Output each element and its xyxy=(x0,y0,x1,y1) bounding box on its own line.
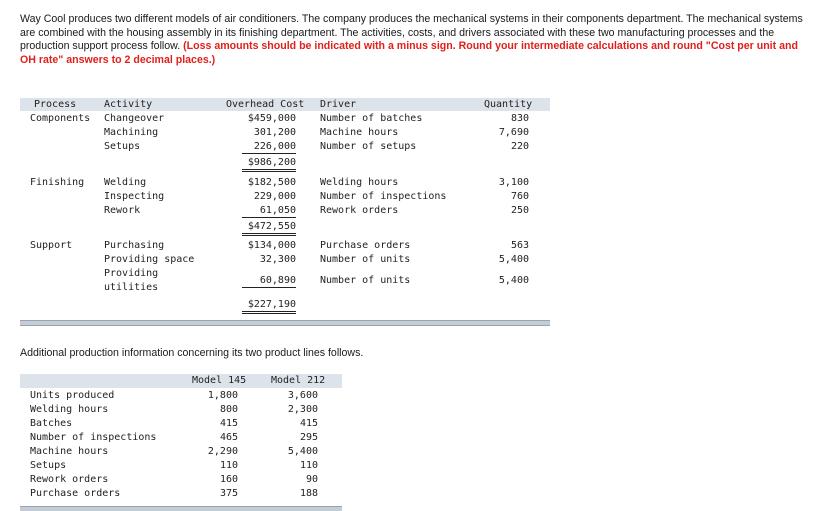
production-row-model-212: 110 xyxy=(299,460,318,471)
production-row-model-145: 800 xyxy=(219,404,238,415)
total-components: $986,200 xyxy=(242,156,296,172)
production-row-model-145: 1,800 xyxy=(207,390,238,401)
header-process: Process xyxy=(34,99,77,110)
cost-rework: 61,050 xyxy=(242,204,296,218)
activity-purchasing: Purchasing xyxy=(104,240,165,251)
activity-providing-utilities-line1: Providing xyxy=(104,268,159,279)
production-row-label: Purchase orders xyxy=(30,488,121,499)
qty-machining: 7,690 xyxy=(498,127,529,138)
production-row-model-145: 160 xyxy=(219,474,238,485)
header-model-212: Model 212 xyxy=(271,375,326,386)
header-quantity: Quantity xyxy=(484,99,533,110)
qty-providing-utilities: 5,400 xyxy=(498,275,529,286)
process-support: Support xyxy=(30,240,73,251)
production-row-model-145: 2,290 xyxy=(207,446,238,457)
qty-inspecting: 760 xyxy=(510,191,529,202)
driver-providing-utilities: Number of units xyxy=(320,275,411,286)
production-row-model-212: 415 xyxy=(299,418,318,429)
activity-cost-table xyxy=(20,97,550,325)
activity-setups: Setups xyxy=(104,141,141,152)
driver-providing-space: Number of units xyxy=(320,254,411,265)
production-row-label: Rework orders xyxy=(30,474,109,485)
process-components: Components xyxy=(30,113,91,124)
total-support: $227,190 xyxy=(242,298,296,314)
production-row-model-212: 188 xyxy=(299,488,318,499)
cost-providing-utilities: 60,890 xyxy=(242,274,296,288)
table-bottom-bar xyxy=(20,320,550,326)
production-row-label: Setups xyxy=(30,460,67,471)
production-row-model-212: 3,600 xyxy=(287,390,318,401)
header-model-145: Model 145 xyxy=(192,375,247,386)
activity-changeover: Changeover xyxy=(104,113,165,124)
cost-welding: $182,500 xyxy=(247,177,296,188)
production-row-model-212: 2,300 xyxy=(287,404,318,415)
production-row-model-212: 295 xyxy=(299,432,318,443)
activity-providing-space: Providing space xyxy=(104,254,195,265)
production-row-model-145: 375 xyxy=(219,488,238,499)
activity-providing-utilities-line2: utilities xyxy=(104,282,159,293)
production-row-model-212: 90 xyxy=(305,474,318,485)
problem-statement xyxy=(20,13,810,67)
driver-changeover: Number of batches xyxy=(320,113,423,124)
qty-changeover: 830 xyxy=(510,113,529,124)
cost-providing-space: 32,300 xyxy=(259,254,296,265)
cost-purchasing: $134,000 xyxy=(247,240,296,251)
production-row-model-145: 110 xyxy=(219,460,238,471)
driver-welding: Welding hours xyxy=(320,177,399,188)
cost-inspecting: 229,000 xyxy=(253,191,296,202)
production-row-label: Welding hours xyxy=(30,404,109,415)
header-driver: Driver xyxy=(320,99,357,110)
instruction-text: (Loss amounts should be indicated with a minus sign. Round your intermediate calculations and round "Cost per unit and OH rate" answers to 2 decimal places.) xyxy=(20,40,798,66)
activity-inspecting: Inspecting xyxy=(104,191,165,202)
qty-welding: 3,100 xyxy=(498,177,529,188)
driver-rework: Rework orders xyxy=(320,205,399,216)
qty-purchasing: 563 xyxy=(510,240,529,251)
intro-text: Way Cool produces two different models of air conditioners. The company produces the mechanical systems in their components department. The mechanical systems are combined with the housing assembly in its finishing department. The activities, costs, and drivers associated with these two manufacturing processes and the production support process follow. xyxy=(20,13,803,53)
production-row-model-212: 5,400 xyxy=(287,446,318,457)
cost-machining: 301,200 xyxy=(253,127,296,138)
production-row-label: Number of inspections xyxy=(30,432,157,443)
total-finishing: $472,550 xyxy=(242,220,296,236)
driver-purchasing: Purchase orders xyxy=(320,240,411,251)
production-table-bottom-bar xyxy=(20,506,342,511)
production-row-label: Units produced xyxy=(30,390,115,401)
production-row-model-145: 415 xyxy=(219,418,238,429)
production-row-label: Batches xyxy=(30,418,73,429)
qty-rework: 250 xyxy=(510,205,529,216)
header-overhead-cost: Overhead Cost xyxy=(226,99,305,110)
activity-machining: Machining xyxy=(104,127,159,138)
production-row-label: Machine hours xyxy=(30,446,109,457)
driver-machining: Machine hours xyxy=(320,127,399,138)
qty-providing-space: 5,400 xyxy=(498,254,529,265)
cost-setups: 226,000 xyxy=(242,140,296,154)
driver-inspecting: Number of inspections xyxy=(320,191,447,202)
process-finishing: Finishing xyxy=(30,177,85,188)
cost-changeover: $459,000 xyxy=(247,113,296,124)
production-row-model-145: 465 xyxy=(219,432,238,443)
driver-setups: Number of setups xyxy=(320,141,417,152)
qty-setups: 220 xyxy=(510,141,529,152)
additional-info-text: Additional production information concerning its two product lines follows. xyxy=(20,347,364,359)
production-info-table xyxy=(20,372,342,510)
activity-rework: Rework xyxy=(104,205,141,216)
header-activity: Activity xyxy=(104,99,153,110)
activity-welding: Welding xyxy=(104,177,147,188)
